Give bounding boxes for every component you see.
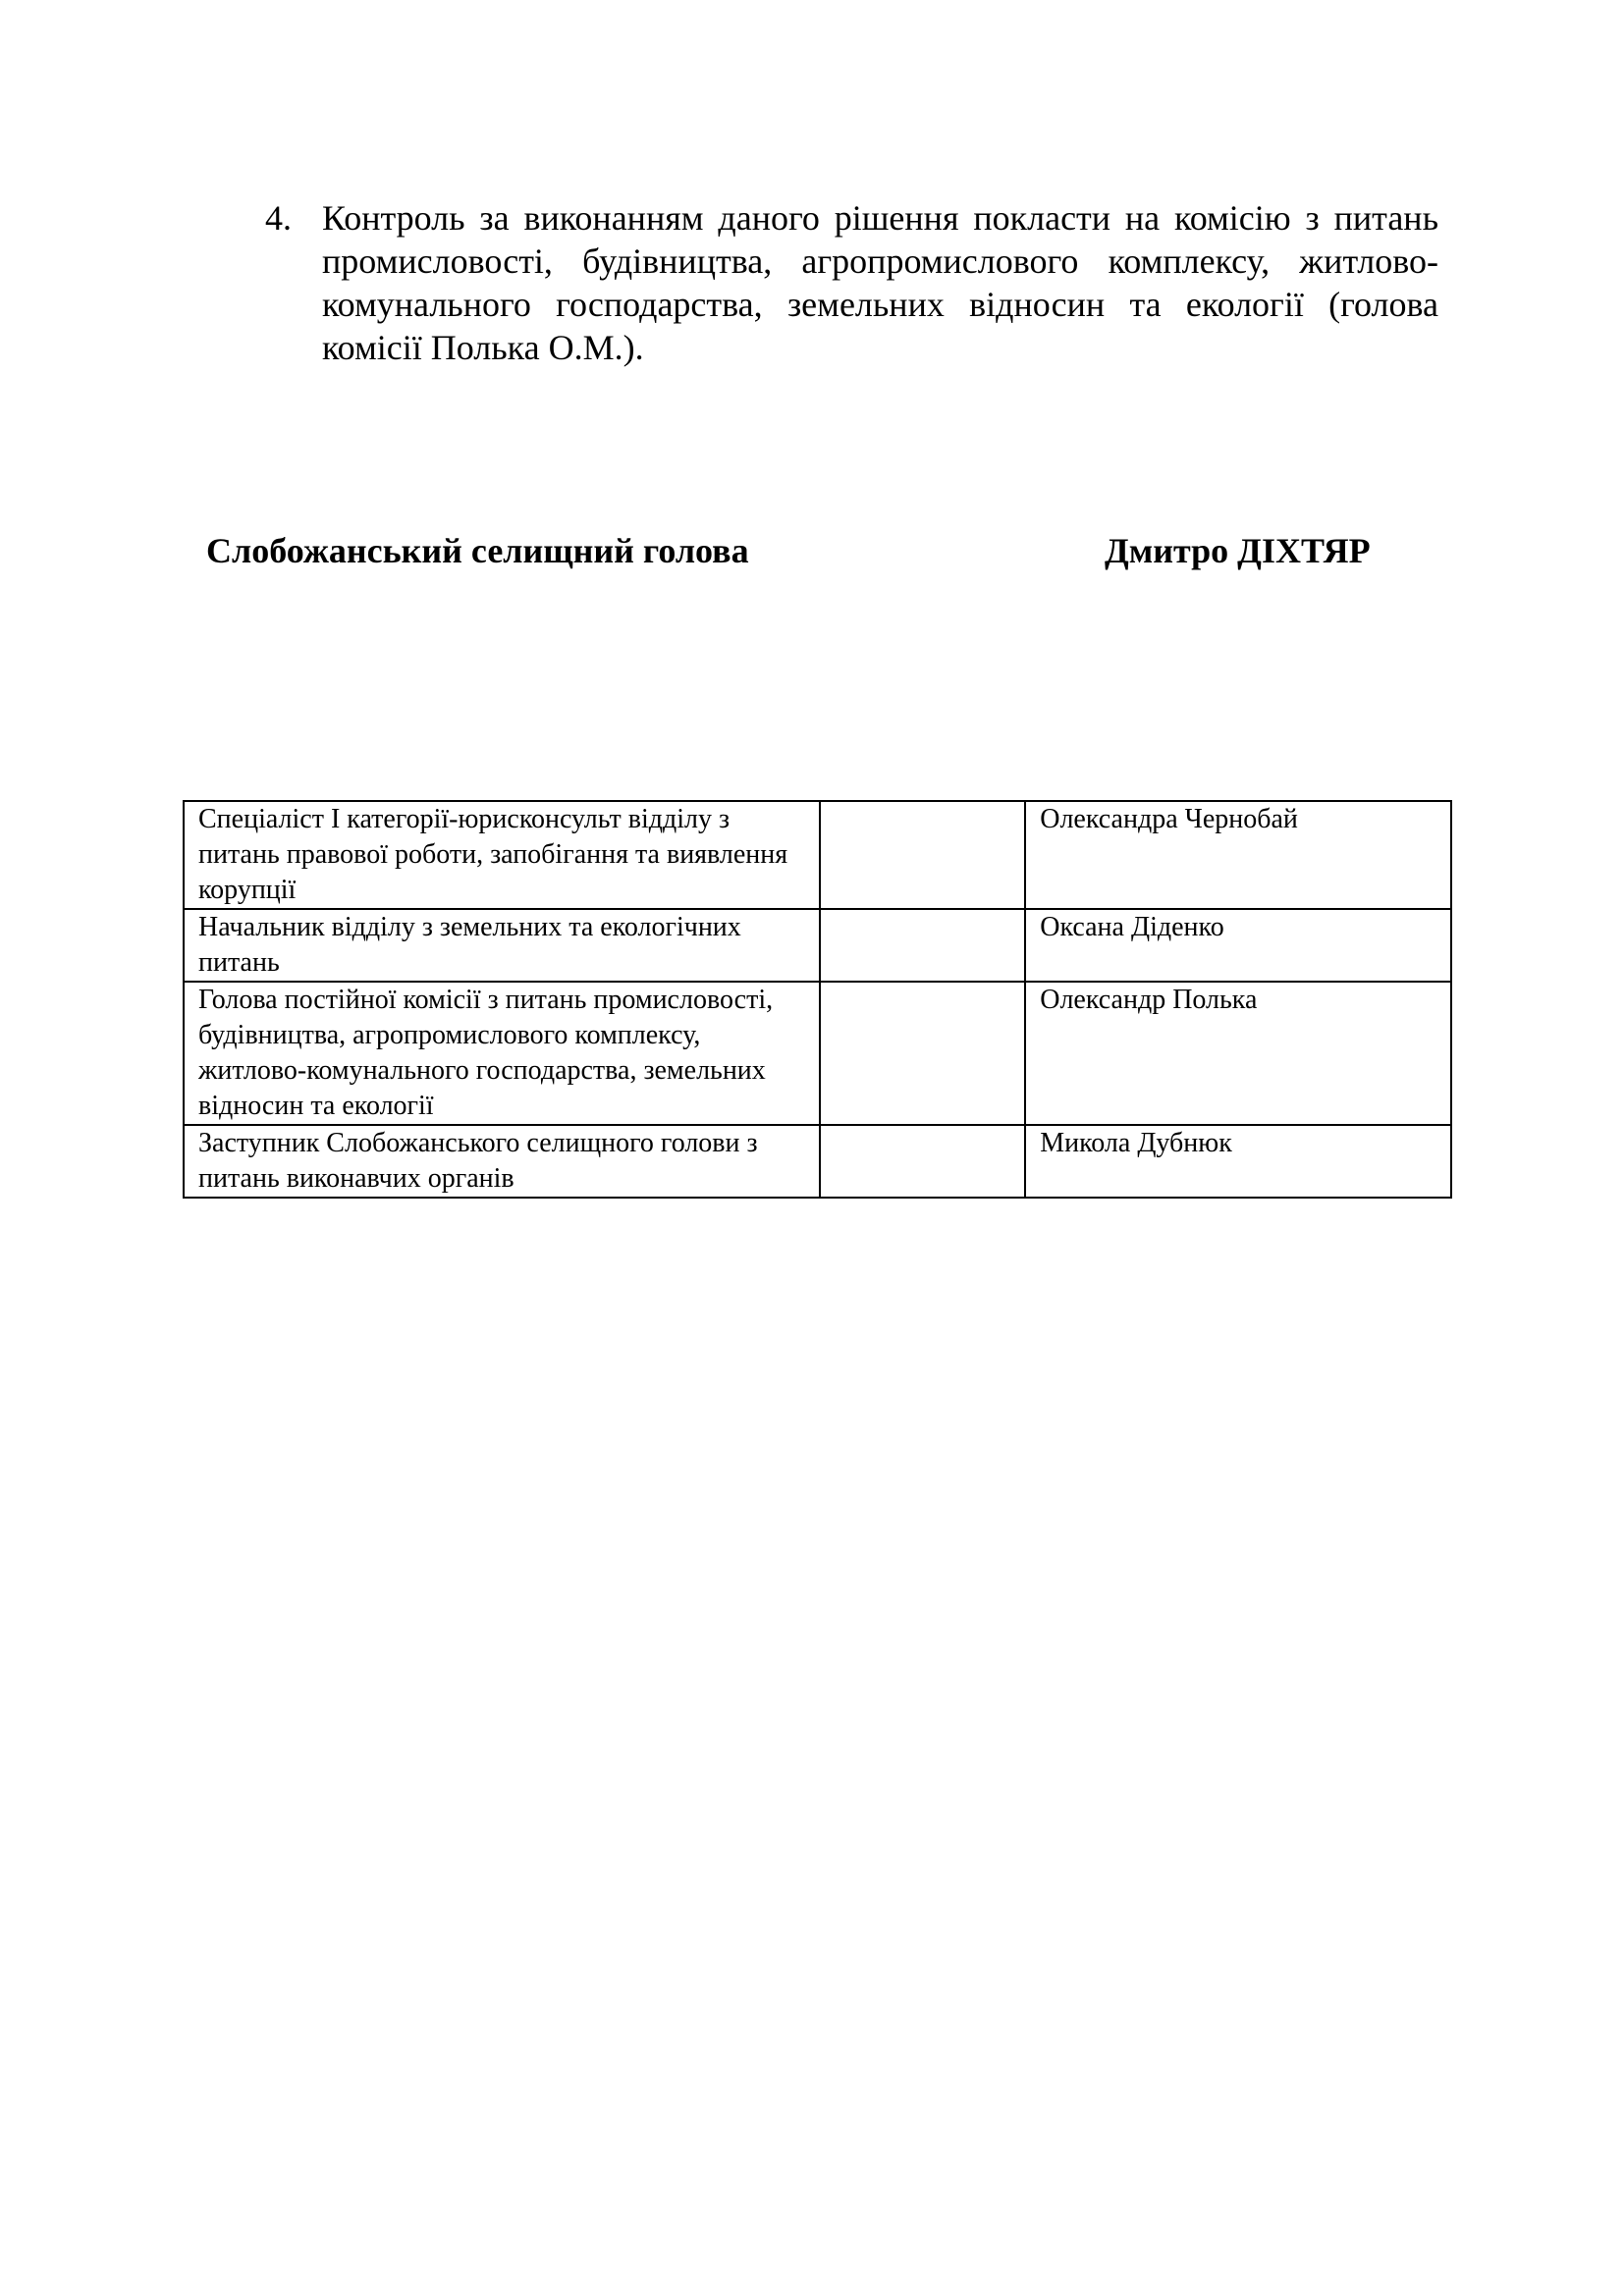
approver-position: Спеціаліст І категорії-юрисконсульт відділу з питань правової роботи, запобігання та виявлення корупції <box>184 801 820 909</box>
table-row <box>184 1125 1451 1198</box>
table-row <box>184 982 1451 1125</box>
signature-block <box>206 530 1409 579</box>
approver-signature-cell <box>820 909 1025 982</box>
signatory-title: Слобожанський селищний голова <box>206 531 749 570</box>
approver-name: Оксана Діденко <box>1025 909 1451 982</box>
approver-signature-cell <box>820 1125 1025 1198</box>
approver-position: Заступник Слобожанського селищного голови з питань виконавчих органів <box>184 1125 820 1198</box>
approver-name: Олександра Чернобай <box>1025 801 1451 909</box>
clause-text: Контроль за виконанням даного рішення покласти на комісію з питань промисловості, будівництва, агропромислового комплексу, житлово-комунального господарства, земельних відносин та екології (голова комісії Полька О.М.). <box>322 198 1438 367</box>
approver-position: Начальник відділу з земельних та екологічних питань <box>184 909 820 982</box>
approver-name: Олександр Полька <box>1025 982 1451 1125</box>
signatory-name: Дмитро ДІХТЯР <box>1105 531 1371 570</box>
approver-signature-cell <box>820 801 1025 909</box>
approver-name: Микола Дубнюк <box>1025 1125 1451 1198</box>
table-row <box>184 801 1451 909</box>
approver-position: Голова постійної комісії з питань промисловості, будівництва, агропромислового комплексу, житлово-комунального господарства, земельних відносин та екології <box>184 982 820 1125</box>
clause-number: 4. <box>265 198 292 238</box>
approver-signature-cell <box>820 982 1025 1125</box>
table-row <box>184 909 1451 982</box>
clause-paragraph <box>265 196 1438 369</box>
approval-table <box>183 800 1452 1199</box>
